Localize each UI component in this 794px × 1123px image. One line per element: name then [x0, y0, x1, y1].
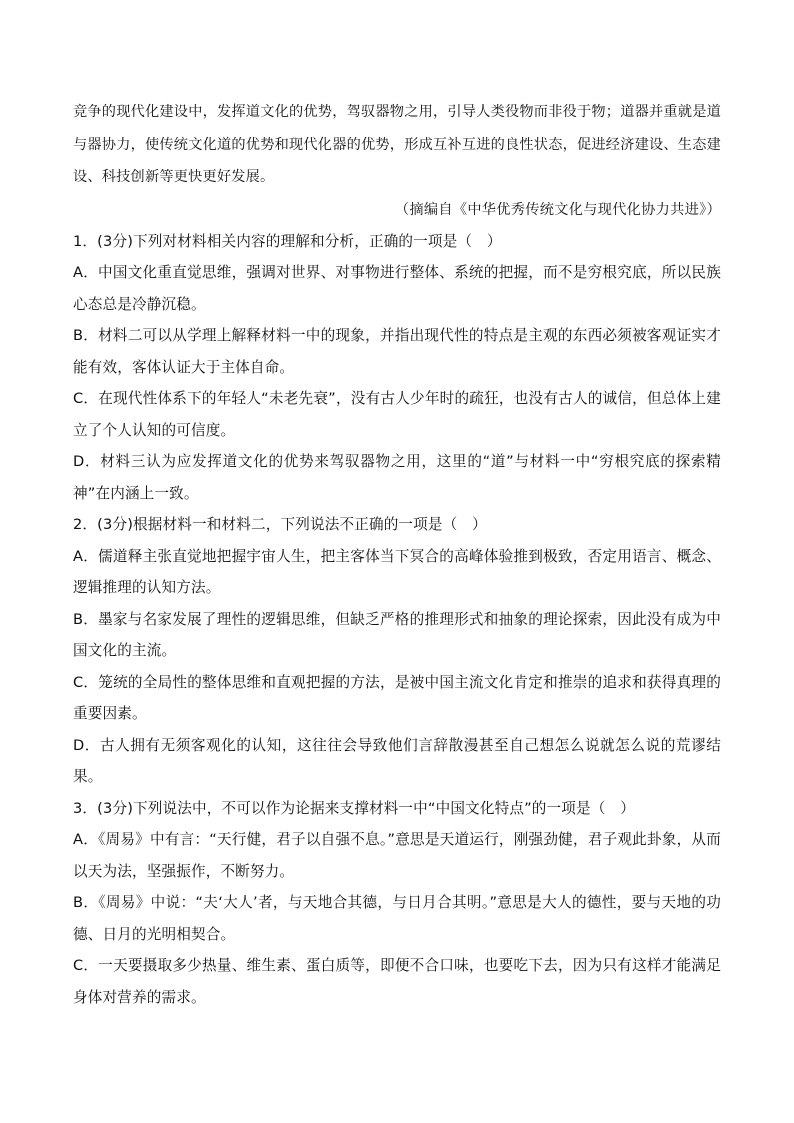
option-d: D．古人拥有无须客观化的认知，这往往会导致他们言辞散漫甚至自己想怎么说就怎么说的荒谬结果。	[73, 736, 721, 785]
question-1	[73, 226, 721, 510]
question-stem: 1．(3分)下列对材料相关内容的理解和分析，正确的一项是（ ）	[73, 232, 502, 250]
option-a: A．《周易》中有言：“天行健，君子以自强不息。”意思是天道运行，刚强劲健，君子观此卦象，从而以天为法，坚强振作，不断努力。	[73, 831, 721, 880]
option-c: C．笼统的全局性的整体思维和直观把握的方法，是被中国主流文化肯定和推崇的追求和获得真理的重要因素。	[73, 673, 721, 722]
option-a: A．中国文化重直觉思维，强调对世界、对事物进行整体、系统的把握，而不是穷根究底，所以民族心态总是冷静沉稳。	[73, 264, 721, 313]
page-content	[73, 96, 721, 1013]
option-d: D．材料三认为应发挥道文化的优势来驾驭器物之用，这里的“道”与材料一中“穷根究底的探索精神”在内涵上一致。	[73, 453, 721, 502]
question-stem: 3．(3分)下列说法中，不可以作为论据来支撑材料一中“中国文化特点”的一项是（ ）	[73, 799, 636, 817]
passage-text: 竞争的现代化建设中，发挥道文化的优势，驾驭器物之用，引导人类役物而非役于物；道器并重就是道与器协力，使传统文化道的优势和现代化器的优势，形成互补互进的良性状态，促进经济建设、生态建设、科技创新等更快更好发展。	[73, 104, 721, 185]
passage-source: （摘编自《中华优秀传统文化与现代化协力共进》）	[394, 201, 721, 218]
option-a: A．儒道释主张直觉地把握宇宙人生，把主客体当下冥合的高峰体验推到极致，否定用语言、概念、逻辑推理的认知方法。	[73, 547, 721, 596]
question-stem: 2．(3分)根据材料一和材料二，下列说法不正确的一项是（ ）	[73, 516, 487, 533]
option-b: B．《周易》中说：“夫‘大人’者，与天地合其德，与日月合其明。”意思是大人的德性，要与天地的功德、日月的光明相契合。	[73, 894, 721, 943]
option-b: B．墨家与名家发展了理性的逻辑思维，但缺乏严格的推理形式和抽象的理论探索，因此没有成为中国文化的主流。	[73, 610, 721, 659]
question-list	[73, 226, 721, 1014]
option-c: C．在现代性体系下的年轻人“未老先衰”，没有古人少年时的疏狂，也没有古人的诚信，但总体上建立了个人认知的可信度。	[73, 390, 721, 439]
option-b: B．材料二可以从学理上解释材料一中的现象，并指出现代性的特点是主观的东西必须被客观证实才能有效，客体认证大于主体自命。	[73, 327, 721, 376]
option-c: C．一天要摄取多少热量、维生素、蛋白质等，即便不合口味，也要吃下去，因为只有这样才能满足身体对营养的需求。	[73, 957, 721, 1006]
question-2	[73, 509, 721, 793]
question-3	[73, 793, 721, 1014]
